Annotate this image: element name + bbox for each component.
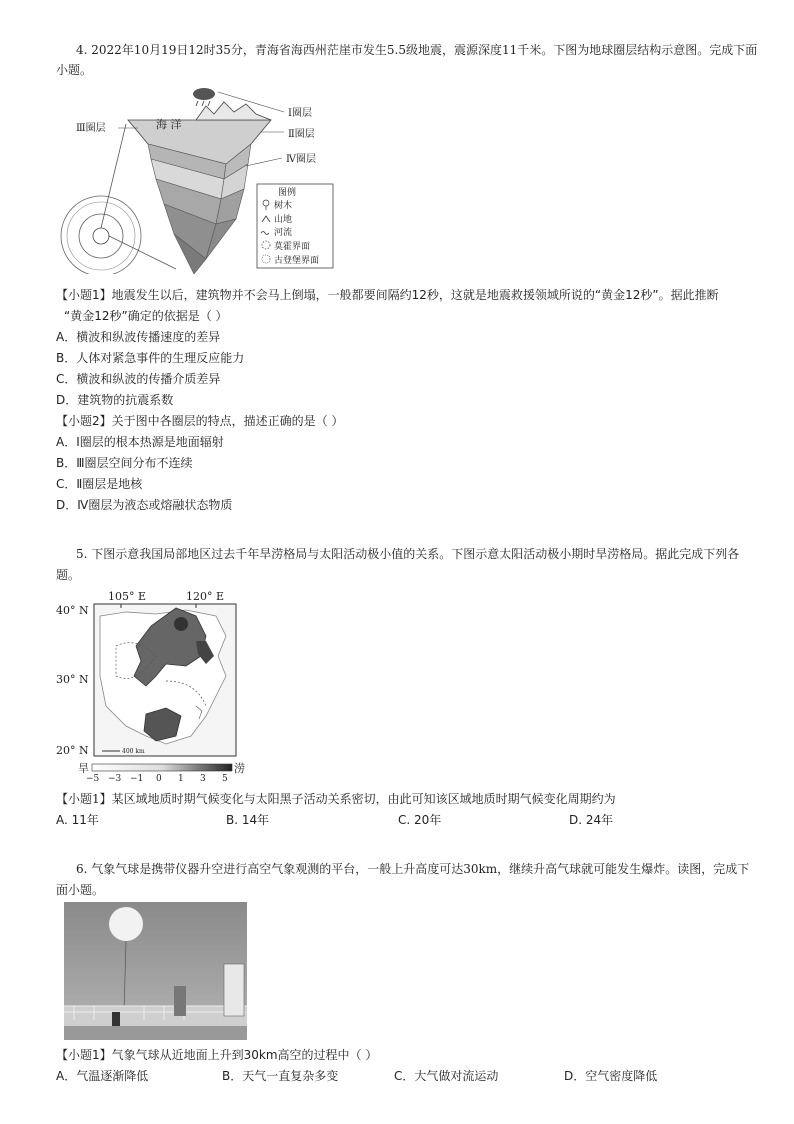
label-layer3: Ⅲ圈层 bbox=[76, 123, 106, 134]
q6-sub1-stem: 【小题1】气象气球从近地面上升到30km高空的过程中（ ） bbox=[56, 1048, 378, 1062]
q4-sub2-stem: 【小题2】关于图中各圈层的特点，描述正确的是（ ） bbox=[56, 414, 344, 428]
q5-stem-line2: 题。 bbox=[56, 568, 81, 582]
weather-balloon-photo bbox=[64, 902, 247, 1040]
legend-tick: −1 bbox=[130, 774, 144, 782]
q6-sub1-options bbox=[56, 1067, 756, 1085]
legend-title: 图例 bbox=[278, 188, 297, 198]
q6-option-c[interactable]: C．大气做对流运动 bbox=[394, 1069, 499, 1083]
q4-sub1-option-a[interactable]: A．横波和纵波传播速度的差异 bbox=[56, 330, 221, 344]
cloud-icon bbox=[193, 88, 215, 106]
q5-option-a[interactable]: A. 11年 bbox=[56, 813, 99, 827]
q4-sub2-option-d[interactable]: D．Ⅳ圈层为液态或熔融状态物质 bbox=[56, 498, 233, 512]
legend-item: 古登堡界面 bbox=[274, 256, 320, 266]
q6-option-b[interactable]: B．天气一直复杂多变 bbox=[222, 1069, 339, 1083]
label-layer1: Ⅰ圈层 bbox=[288, 108, 312, 119]
legend-tick: −5 bbox=[86, 774, 100, 782]
label-ocean: 海 洋 bbox=[156, 118, 182, 131]
legend-item: 山地 bbox=[274, 215, 293, 225]
lon-label: 105° E bbox=[108, 590, 147, 603]
legend-tick: −3 bbox=[108, 774, 122, 782]
q6-option-a[interactable]: A．气温逐渐降低 bbox=[56, 1069, 149, 1083]
q6-stem-line1: 6. 气象气球是携带仪器升空进行高空气象观测的平台，一般上升高度可达30km，继续升高气球就可能发生爆炸。读图，完成下 bbox=[76, 862, 750, 876]
lat-label: 30° N bbox=[56, 673, 89, 686]
legend-flood-label: 涝 bbox=[234, 762, 245, 775]
legend-tick: 3 bbox=[200, 774, 206, 782]
figure-legend bbox=[257, 184, 333, 268]
q4-sub1-option-b[interactable]: B．人体对紧急事件的生理反应能力 bbox=[56, 351, 245, 365]
q5-option-b[interactable]: B. 14年 bbox=[226, 813, 270, 827]
drought-flood-map bbox=[56, 586, 256, 782]
q4-sub2-option-c[interactable]: C．Ⅱ圈层是地核 bbox=[56, 477, 143, 491]
legend-item: 莫霍界面 bbox=[274, 242, 311, 252]
legend-tick: 0 bbox=[156, 774, 162, 782]
label-layer2: Ⅱ圈层 bbox=[288, 129, 315, 140]
lon-label: 120° E bbox=[186, 590, 225, 603]
globe-circles bbox=[61, 196, 141, 274]
q5-stem-line1: 5. 下图示意我国局部地区过去千年旱涝格局与太阳活动极小值的关系。下图示意太阳活动极小期时旱涝格局。据此完成下列各 bbox=[76, 547, 740, 561]
q4-sub1-stem-line2: “黄金12秒”确定的依据是（ ） bbox=[64, 309, 228, 323]
scale-label: 400 km bbox=[122, 748, 145, 755]
q5-sub1-stem: 【小题1】某区域地质时期气候变化与太阳黑子活动关系密切，由此可知该区域地质时期气候变化周期约为 bbox=[56, 792, 616, 806]
q4-stem-line2: 小题。 bbox=[56, 63, 93, 77]
q4-sub1-option-c[interactable]: C．横波和纵波的传播介质差异 bbox=[56, 372, 221, 386]
q4-sub2-option-a[interactable]: A．Ⅰ圈层的根本热源是地面辐射 bbox=[56, 435, 224, 449]
label-layer4: Ⅳ圈层 bbox=[286, 154, 316, 165]
q4-stem-line1: 4. 2022年10月19日12时35分，青海省海西州茫崖市发生5.5级地震，震源深度11千米。下图为地球圈层结构示意图。完成下面 bbox=[76, 43, 758, 57]
q5-option-c[interactable]: C. 20年 bbox=[398, 813, 442, 827]
q6-stem-line2: 面小题。 bbox=[56, 883, 105, 897]
legend-tick: 5 bbox=[222, 774, 228, 782]
legend-tick: 1 bbox=[178, 774, 184, 782]
q6-option-d[interactable]: D．空气密度降低 bbox=[564, 1069, 658, 1083]
q4-sub1-option-d[interactable]: D．建筑物的抗震系数 bbox=[56, 393, 174, 407]
earth-wedge bbox=[128, 102, 271, 274]
q4-sub1-stem-line1: 【小题1】地震发生以后，建筑物并不会马上倒塌，一般都要间隔约12秒，这就是地震救援领域所说的“黄金12秒”。据此推断 bbox=[56, 288, 719, 302]
legend-item: 树木 bbox=[274, 201, 293, 211]
q5-option-d[interactable]: D. 24年 bbox=[569, 813, 614, 827]
lat-label: 20° N bbox=[56, 744, 89, 757]
legend-drought-label: 旱 bbox=[78, 762, 89, 775]
q5-sub1-options bbox=[56, 811, 756, 829]
q4-sub2-option-b[interactable]: B．Ⅲ圈层空间分布不连续 bbox=[56, 456, 193, 470]
legend-item: 河流 bbox=[274, 228, 293, 238]
earth-layers-figure bbox=[56, 84, 346, 274]
lat-label: 40° N bbox=[56, 604, 89, 617]
